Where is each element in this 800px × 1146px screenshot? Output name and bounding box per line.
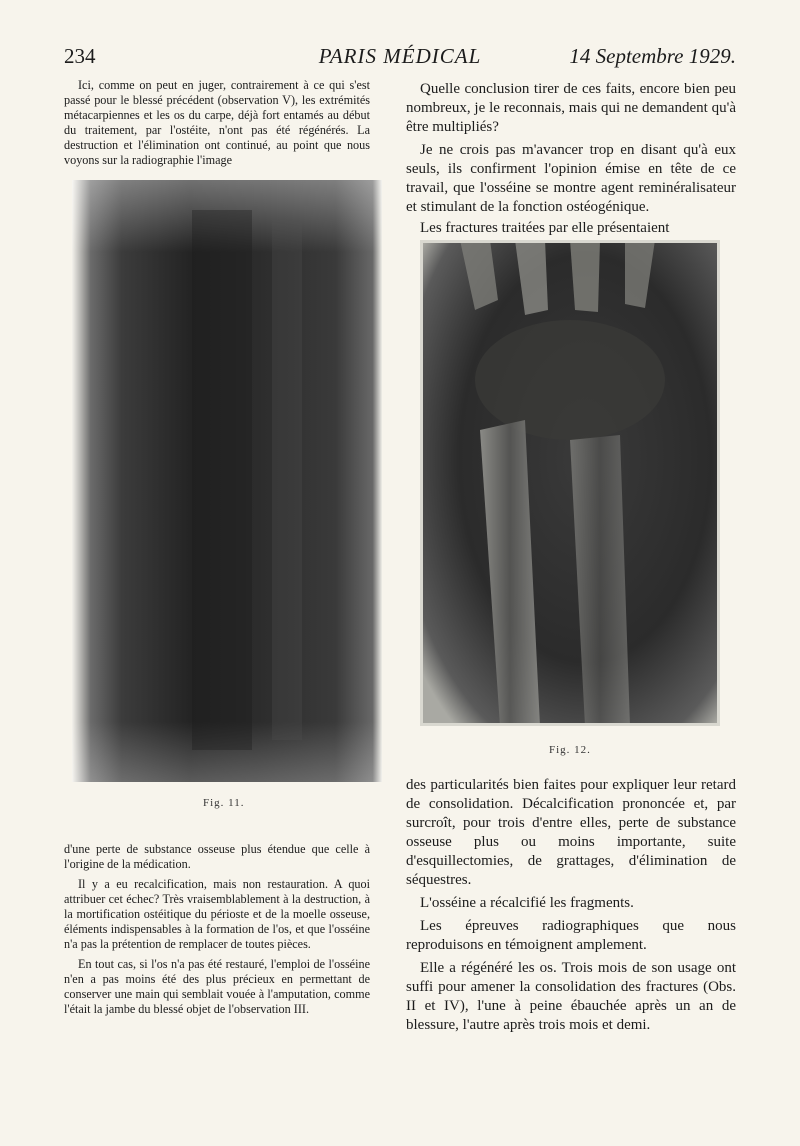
left-column-bottom xyxy=(64,842,370,1017)
paragraph-les-fractures: Les fractures traitées par elle présentaient xyxy=(420,220,670,236)
issue-date: 14 Septembre 1929. xyxy=(569,44,736,68)
paragraph-recalcifie: L'osséine a récalcifié les fragments. xyxy=(420,895,634,911)
paragraph-particularites: des particularités bien faites pour expliquer leur retard de consolidation. Décalcification prononcée et, par surcroît, pour trois d'entre elles, perte de substance osseuse plus ou moins importante, suite d'esquillectomies, de grattages, d'élimination de séquestres. xyxy=(406,777,736,888)
journal-title: PARIS MÉDICAL xyxy=(318,44,482,68)
paragraph-ici: Ici, comme on peut en juger, contrairement à ce qui s'est passé pour le blessé précédent (observation V), les extrémités métacarpiennes et les os du carpe, déjà fort entamés au début du traitement, par l'ostéite, n'ont pas été régénérés. La destruction et l'élimination ont continué, au point que nous voyons sur la radiographie l'image xyxy=(64,78,370,167)
radiograph-figure-12 xyxy=(420,240,720,726)
paragraph-recalcification: Il y a eu recalcification, mais non restauration. A quoi attribuer cet échec? Très vraisemblablement à la destruction, à la mortification ostéitique du périoste et de la moelle osseuse, éléments indispensables à la formation de l'os, et que l'osséine n'a pas la prétention de remplacer de toutes pièces. xyxy=(64,877,370,951)
paragraph-regenere: Elle a régénéré les os. Trois mois de son usage ont suffi pour amener la consolidation des fractures (Obs. II et IV), l'une à peine ébauchée après un an de blessure, l'autre après trois mois et demi. xyxy=(406,960,736,1033)
page-number: 234 xyxy=(64,44,96,68)
paragraph-en-tout-cas: En tout cas, si l'os n'a pas été restauré, l'emploi de l'osséine n'en a pas moins été des plus précieux en permettant de conserver une main qui semblait vouée à l'amputation, comme l'était la jambe du blessé objet de l'observation III. xyxy=(64,957,370,1016)
radiograph-figure-11 xyxy=(72,180,382,782)
running-header xyxy=(64,44,736,72)
paragraph-conclusion: Quelle conclusion tirer de ces faits, encore bien peu nombreux, je le reconnais, mais qui ne demandent qu'à être multipliés? xyxy=(406,81,736,135)
paragraph-perte: d'une perte de substance osseuse plus étendue que celle à l'origine de la médication. xyxy=(64,842,370,871)
right-column-bottom xyxy=(406,776,736,1035)
left-column-top xyxy=(64,78,370,168)
paragraph-epreuves: Les épreuves radiographiques que nous reproduisons en témoignent amplement. xyxy=(406,918,736,953)
figure-12-caption: Fig. 12. xyxy=(549,744,591,756)
figure-11-caption: Fig. 11. xyxy=(203,797,245,809)
paragraph-je-ne-crois: Je ne crois pas m'avancer trop en disant qu'à eux seuls, ils confirment l'opinion émise en tête de ce travail, que l'osséine se montre agent reminéralisateur et stimulant de la fonction ostéogénique. xyxy=(406,142,736,215)
right-column-top xyxy=(406,80,736,238)
